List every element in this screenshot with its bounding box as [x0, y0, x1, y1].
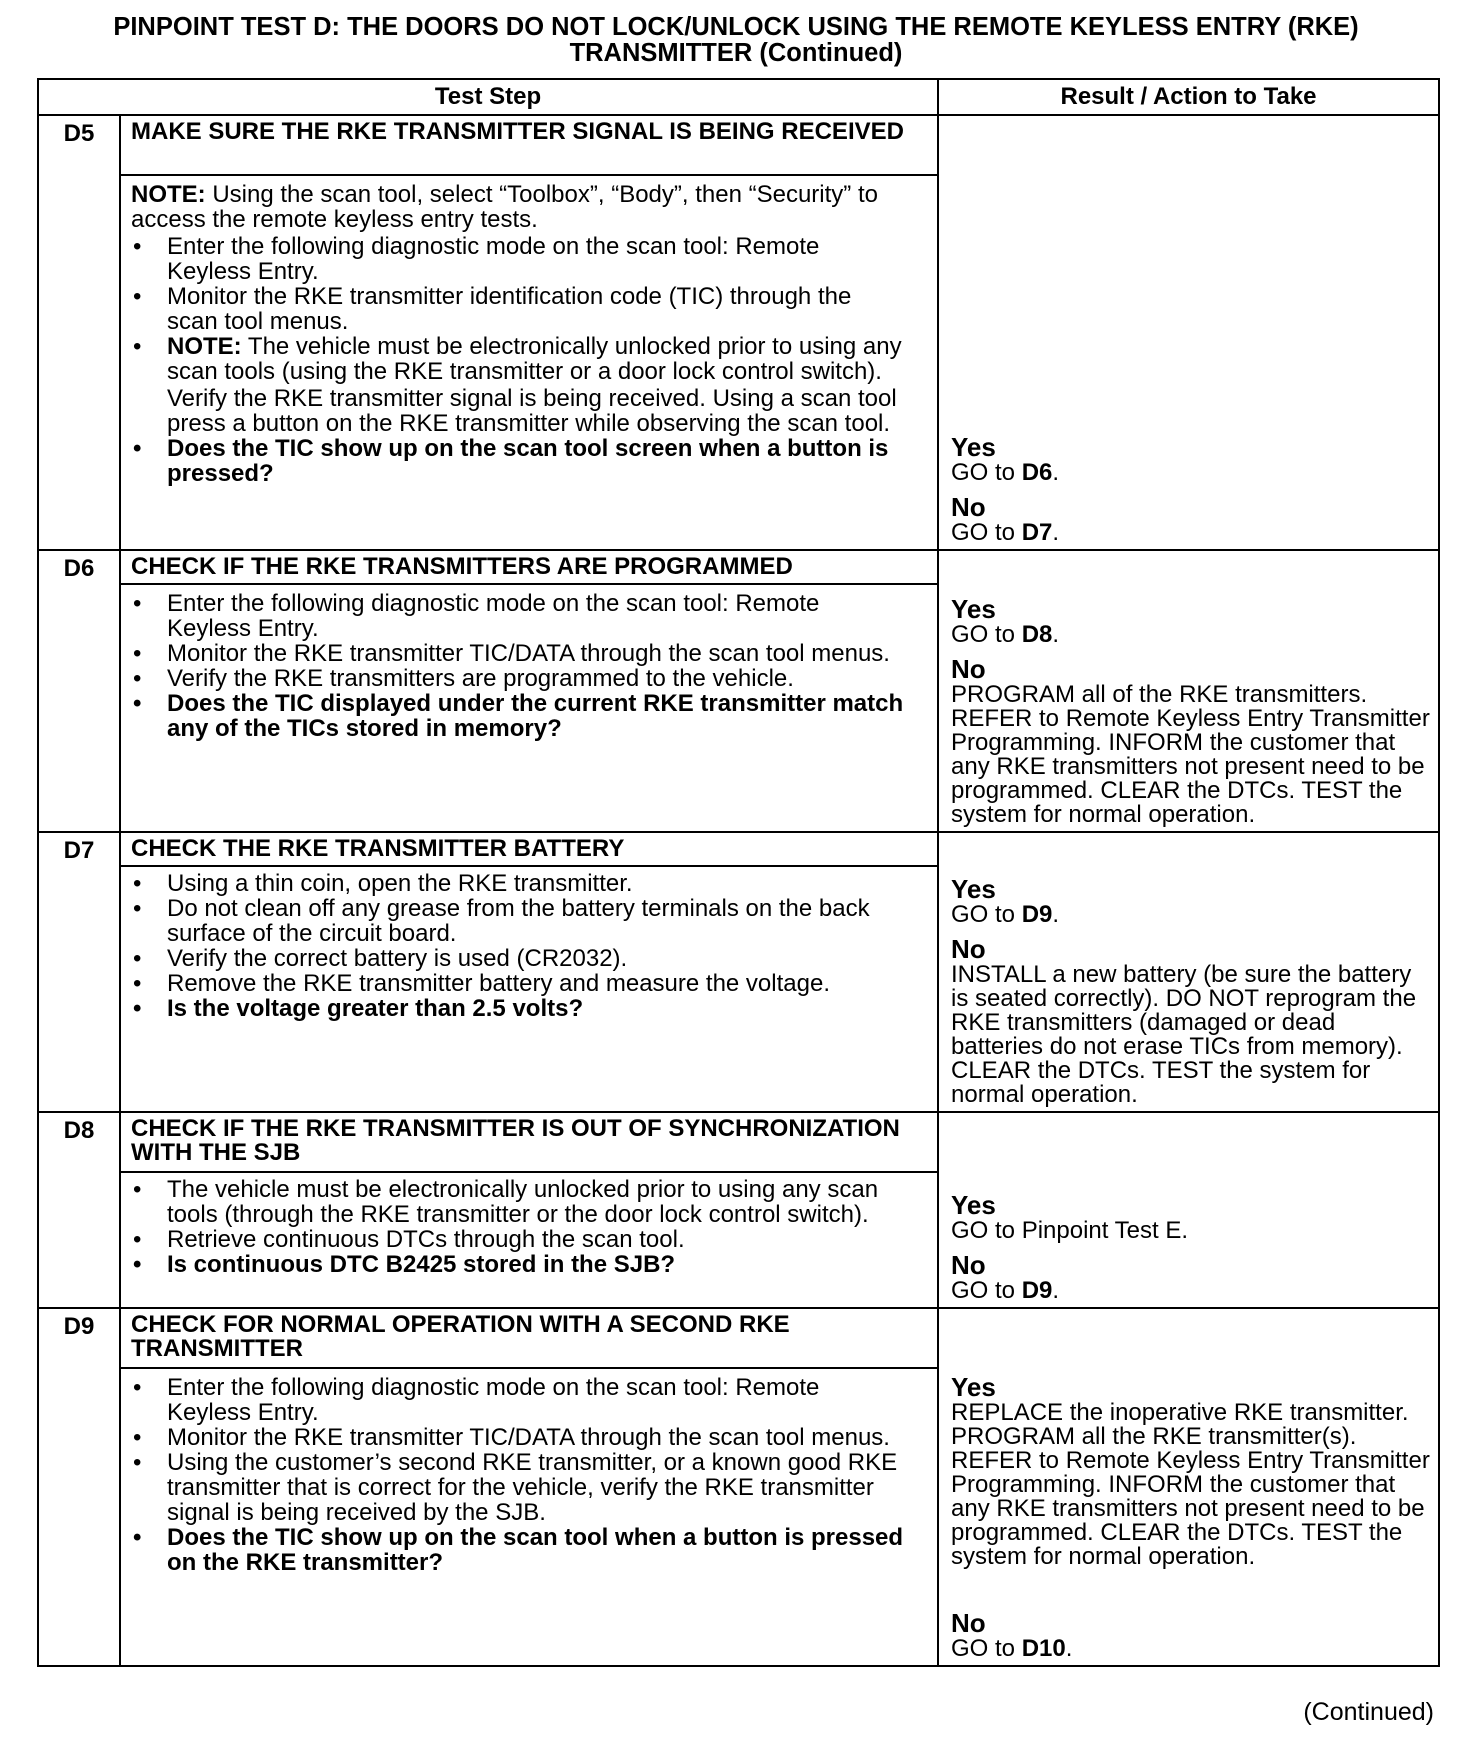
step-d8-yes-action: GO to Pinpoint Test E. — [951, 1217, 1189, 1244]
step-d9-question: • Does the TIC show up on the scan tool when a button is pressed on the RKE transmitter? — [133, 1524, 904, 1576]
step-d9-body — [120, 1368, 938, 1666]
step-d6-bullet-2: • Monitor the RKE transmitter TIC/DATA through the scan tool menus. — [133, 640, 890, 667]
step-d9-yes-label: Yes — [951, 1372, 996, 1402]
step-d5-note-text: Using the scan tool, select “Toolbox”, “Body”, then “Security” to access the remote keyless entry tests. — [131, 181, 878, 233]
step-d9-b1-text: Enter the following diagnostic mode on the scan tool: Remote Keyless Entry. — [167, 1374, 820, 1426]
step-d7-yes-label: Yes — [951, 874, 996, 904]
step-d5-question-text: Does the TIC show up on the scan tool screen when a button is pressed? — [167, 435, 889, 487]
step-d5-b3-label: NOTE: — [167, 333, 242, 360]
step-d6-question-text: Does the TIC displayed under the current RKE transmitter match any of the TICs stored in memory? — [167, 690, 904, 742]
step-d7-result — [938, 832, 1439, 1112]
step-d7-bullet-4: • Remove the RKE transmitter battery and measure the voltage. — [133, 970, 830, 997]
step-d9-id: D9 — [38, 1308, 120, 1666]
step-d6-no-action: PROGRAM all of the RKE transmitters. REFER to Remote Keyless Entry Transmitter Programming. INFORM the customer that any RKE transmitters not present need to be programmed. CLEAR the DTCs. TEST the system for normal operation. — [951, 681, 1430, 828]
step-d6-id: D6 — [38, 550, 120, 832]
step-d8-question: • Is continuous DTC B2425 stored in the SJB? — [133, 1251, 676, 1278]
step-d7-bullet-3: • Verify the correct battery is used (CR2032). — [133, 945, 628, 972]
step-d6-bullet-1: • Enter the following diagnostic mode on the scan tool: Remote Keyless Entry. — [133, 590, 820, 642]
step-d8-yes-label: Yes — [951, 1190, 996, 1220]
step-d8-question-text: Is continuous DTC B2425 stored in the SJB? — [167, 1251, 676, 1278]
step-d6-body — [120, 584, 938, 832]
step-d7-id: D7 — [38, 832, 120, 1112]
step-d6-b2-text: Monitor the RKE transmitter TIC/DATA through the scan tool menus. — [167, 640, 890, 667]
step-d6-yes-target: D8 — [1021, 621, 1053, 648]
step-d5-no-label: No — [951, 492, 986, 522]
step-d6-title: CHECK IF THE RKE TRANSMITTERS ARE PROGRAMMED — [120, 550, 938, 584]
step-d6-yes-action: GO to D8. — [951, 621, 1060, 648]
step-d7-body — [120, 866, 938, 1112]
step-d5-bullet-2: • Monitor the RKE transmitter identification code (TIC) through the scan tool menus. — [133, 283, 852, 335]
step-d6-b3-text: Verify the RKE transmitters are programmed to the vehicle. — [167, 665, 794, 692]
step-d9-no-target: D10 — [1021, 1635, 1066, 1662]
step-d5-yes-prefix: GO to — [951, 459, 1022, 486]
step-d5-yes-target: D6 — [1021, 459, 1053, 486]
step-d8-title: CHECK IF THE RKE TRANSMITTER IS OUT OF SYNCHRONIZATION WITH THE SJB — [120, 1112, 938, 1172]
step-d5-id: D5 — [38, 115, 120, 550]
step-d8-title-row — [38, 1112, 1439, 1172]
step-d5-bullet-1: • Enter the following diagnostic mode on the scan tool: Remote Keyless Entry. — [133, 233, 820, 285]
step-d8-no-prefix: GO to — [951, 1277, 1022, 1304]
step-d8-id: D8 — [38, 1112, 120, 1308]
step-d9-title-row — [38, 1308, 1439, 1368]
step-d7-title: CHECK THE RKE TRANSMITTER BATTERY — [120, 832, 938, 866]
step-d5-note — [131, 182, 907, 232]
page-title — [0, 14, 1472, 66]
step-d9-bullet-1: • Enter the following diagnostic mode on the scan tool: Remote Keyless Entry. — [133, 1374, 820, 1426]
step-d5-title: MAKE SURE THE RKE TRANSMITTER SIGNAL IS BEING RECEIVED — [120, 115, 938, 175]
step-d8-body — [120, 1172, 938, 1308]
step-d7-bullet-1: • Using a thin coin, open the RKE transmitter. — [133, 870, 633, 897]
step-d7-yes-target: D9 — [1021, 901, 1053, 928]
step-d8-b1-text: The vehicle must be electronically unlocked prior to using any scan tools (through the RKE transmitter or the door lock control switch). — [167, 1176, 879, 1228]
step-d5-question: • Does the TIC show up on the scan tool screen when a button is pressed? — [133, 435, 889, 487]
step-d9-no-prefix: GO to — [951, 1635, 1022, 1662]
step-d7-b4-text: Remove the RKE transmitter battery and measure the voltage. — [167, 970, 830, 997]
pinpoint-test-table — [37, 78, 1440, 1667]
step-d8-no-target: D9 — [1021, 1277, 1053, 1304]
step-d9-b3-text: Using the customer’s second RKE transmitter, or a known good RKE transmitter that is correct for the vehicle, verify the RKE transmitter signal is being received by the SJB. — [167, 1449, 898, 1526]
step-d7-no-label: No — [951, 934, 986, 964]
step-d7-question: • Is the voltage greater than 2.5 volts? — [133, 995, 584, 1022]
step-d5-paragraph: Verify the RKE transmitter signal is being received. Using a scan tool press a button on the RKE transmitter while observing the scan tool. — [167, 385, 897, 437]
step-d7-b3-text: Verify the correct battery is used (CR2032). — [167, 945, 628, 972]
header-test-step: Test Step — [38, 79, 938, 115]
table-header-row — [38, 79, 1439, 115]
step-d5-no-target: D7 — [1021, 519, 1053, 546]
step-d5-title-row — [38, 115, 1439, 175]
step-d6-bullet-3: • Verify the RKE transmitters are programmed to the vehicle. — [133, 665, 794, 692]
step-d5-no-prefix: GO to — [951, 519, 1022, 546]
step-d8-bullet-1: • The vehicle must be electronically unlocked prior to using any scan tools (through the RKE transmitter or the door lock control switch). — [133, 1176, 879, 1228]
step-d6-no-label: No — [951, 654, 986, 684]
step-d8-no-label: No — [951, 1250, 986, 1280]
title-line-2: TRANSMITTER (Continued) — [569, 39, 903, 67]
step-d8-b2-text: Retrieve continuous DTCs through the scan tool. — [167, 1226, 685, 1253]
step-d6-yes-prefix: GO to — [951, 621, 1022, 648]
step-d9-b2-text: Monitor the RKE transmitter TIC/DATA through the scan tool menus. — [167, 1424, 890, 1451]
step-d7-b1-text: Using a thin coin, open the RKE transmitter. — [167, 870, 633, 897]
step-d9-yes-action: REPLACE the inoperative RKE transmitter. PROGRAM all the RKE transmitter(s). REFER to Remote Keyless Entry Transmitter Programming. INFORM the customer that any RKE transmitters not present need to be programmed. CLEAR the DTCs. TEST the system for normal operation. — [951, 1399, 1430, 1570]
step-d8-result — [938, 1112, 1439, 1308]
step-d5-b2-text: Monitor the RKE transmitter identification code (TIC) through the scan tool menus. — [167, 283, 852, 335]
step-d9-bullet-2: • Monitor the RKE transmitter TIC/DATA through the scan tool menus. — [133, 1424, 890, 1451]
step-d7-yes-prefix: GO to — [951, 901, 1022, 928]
step-d7-b2-text: Do not clean off any grease from the battery terminals on the back surface of the circuit board. — [167, 895, 870, 947]
step-d7-yes-action: GO to D9. — [951, 901, 1060, 928]
continued-footer: (Continued) — [1303, 1698, 1434, 1726]
step-d7-no-action: INSTALL a new battery (be sure the battery is seated correctly). DO NOT reprogram the RKE transmitters (damaged or dead batteries do not erase TICs from memory). CLEAR the DTCs. TEST the system for normal operation. — [951, 961, 1417, 1108]
step-d6-result — [938, 550, 1439, 832]
step-d9-bullet-3: • Using the customer’s second RKE transmitter, or a known good RKE transmitter that is correct for the vehicle, verify the RKE transmitter signal is being received by the SJB. — [133, 1449, 898, 1526]
step-d7-title-row — [38, 832, 1439, 866]
step-d5-result — [938, 115, 1439, 550]
title-line-1: PINPOINT TEST D: THE DOORS DO NOT LOCK/UNLOCK USING THE REMOTE KEYLESS ENTRY (RKE) — [113, 13, 1359, 41]
step-d6-title-row — [38, 550, 1439, 584]
step-d9-result — [938, 1308, 1439, 1666]
step-d9-question-text: Does the TIC show up on the scan tool when a button is pressed on the RKE transmitter? — [167, 1524, 904, 1576]
step-d5-yes-action: GO to D6. — [951, 459, 1060, 486]
step-d6-yes-label: Yes — [951, 594, 996, 624]
step-d7-question-text: Is the voltage greater than 2.5 volts? — [167, 995, 584, 1022]
step-d9-title: CHECK FOR NORMAL OPERATION WITH A SECOND RKE TRANSMITTER — [120, 1308, 938, 1368]
step-d8-bullet-2: • Retrieve continuous DTCs through the scan tool. — [133, 1226, 685, 1253]
step-d6-b1-text: Enter the following diagnostic mode on the scan tool: Remote Keyless Entry. — [167, 590, 820, 642]
step-d8-no-action: GO to D9. — [951, 1277, 1060, 1304]
step-d6-question: • Does the TIC displayed under the current RKE transmitter match any of the TICs stored in memory? — [133, 690, 904, 742]
step-d5-bullet-3: • NOTE: The vehicle must be electronically unlocked prior to using any scan tools (using the RKE transmitter or a door lock control switch). — [133, 333, 902, 385]
step-d5-body — [120, 175, 938, 550]
step-d5-b1-text: Enter the following diagnostic mode on the scan tool: Remote Keyless Entry. — [167, 233, 820, 285]
step-d5-b3-text: The vehicle must be electronically unlocked prior to using any scan tools (using the RKE transmitter or a door lock control switch). — [167, 333, 902, 385]
step-d5-yes-label: Yes — [951, 432, 996, 462]
header-result: Result / Action to Take — [938, 79, 1439, 115]
step-d9-no-action: GO to D10. — [951, 1635, 1073, 1662]
step-d5-note-label: NOTE: — [131, 181, 206, 208]
step-d5-no-action: GO to D7. — [951, 519, 1060, 546]
step-d9-no-label: No — [951, 1608, 986, 1638]
step-d7-bullet-2: • Do not clean off any grease from the battery terminals on the back surface of the circuit board. — [133, 895, 870, 947]
